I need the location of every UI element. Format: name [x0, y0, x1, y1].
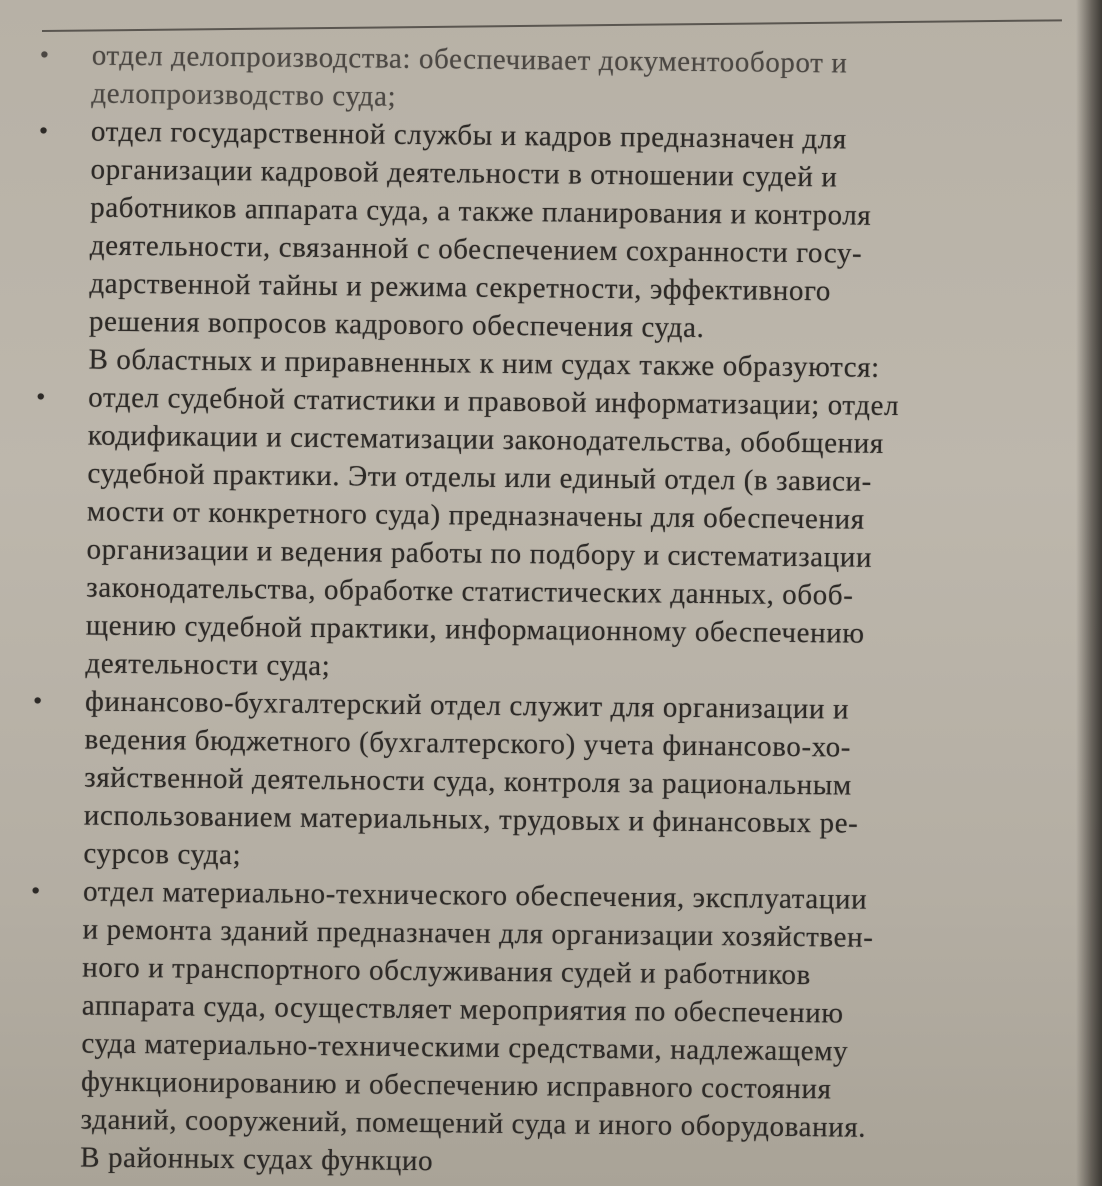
list-item: [37, 112, 1039, 350]
text-line: и ремонта зданий предназначен для организации хозяйствен-: [82, 913, 874, 954]
bullet-icon: •: [36, 381, 47, 412]
text-line: работников аппарата суда, а также планирования и контроля: [90, 191, 872, 232]
text-line: организации кадровой деятельности в отношении судей и: [90, 153, 838, 194]
page-edge-shadow: [1076, 0, 1102, 1186]
text-line: деятельности, связанной с обеспечением сохранности госу-: [89, 229, 863, 270]
text-line: аппарата суда, осуществляет мероприятия по обеспечению: [81, 989, 844, 1030]
bullet-icon: •: [39, 39, 50, 70]
bullet-icon: •: [32, 685, 43, 716]
text-line: решения вопросов кадрового обеспечения суда.: [88, 305, 705, 344]
text-line: ведения бюджетного (бухгалтерского) учета финансово-хо-: [84, 723, 852, 764]
text-line: финансово-бухгалтерский отдел служит для организации и: [84, 685, 850, 726]
text-line: суда материально-техническими средствами, надлежащему: [81, 1027, 849, 1068]
text-line: отдел государственной службы и кадров предназначен для: [90, 115, 847, 156]
text-line: организации и ведения работы по подбору и систематизации: [86, 533, 873, 574]
text-line: зданий, сооружений, помещений суда и иного оборудования.: [80, 1103, 867, 1144]
text-line: деятельности суда;: [85, 647, 331, 683]
text-line: щению судебной практики, информационному обеспечению: [85, 609, 865, 650]
list-item: [39, 36, 1040, 122]
text-line: сурсов суда;: [83, 837, 242, 872]
text-line: отдел материально-технического обеспечения, эксплуатации: [82, 875, 868, 916]
list-item: [31, 682, 1033, 882]
text-line: ного и транспортного обслуживания судей и работников: [82, 951, 812, 992]
text-line: судебной практики. Эти отделы или единый отдел (в зависи-: [87, 457, 873, 498]
text-line: В районных судах функцио: [80, 1141, 434, 1178]
text-line: функционированию и обеспечению исправного состояния: [80, 1065, 832, 1106]
header-rule: [42, 19, 1062, 32]
text-line: зяйственной деятельности суда, контроля за рациональным: [84, 761, 853, 802]
text-line: делопроизводство суда;: [91, 77, 397, 113]
text-line: мости от конкретного суда) предназначены для обеспечения: [86, 495, 865, 536]
bullet-icon: •: [30, 875, 41, 906]
page-text: [28, 36, 1040, 1186]
text-line: кодификации и систематизации законодательства, обобщения: [87, 419, 884, 460]
list-item: [28, 872, 1031, 1148]
text-line: законодательства, обработке статистических данных, обоб-: [86, 571, 854, 612]
text-line: В областных и приравненных к ним судах также образуются:: [88, 343, 880, 384]
text-line: использованием материальных, трудовых и финансовых ре-: [83, 799, 859, 840]
list-item: [33, 378, 1036, 692]
text-line: отдел судебной статистики и правовой информатизации; отдел: [88, 381, 900, 423]
bullet-icon: •: [38, 115, 49, 146]
text-line: отдел делопроизводства: обеспечивает документооборот и: [91, 39, 848, 80]
text-line: дарственной тайны и режима секретности, эффективного: [89, 267, 832, 308]
